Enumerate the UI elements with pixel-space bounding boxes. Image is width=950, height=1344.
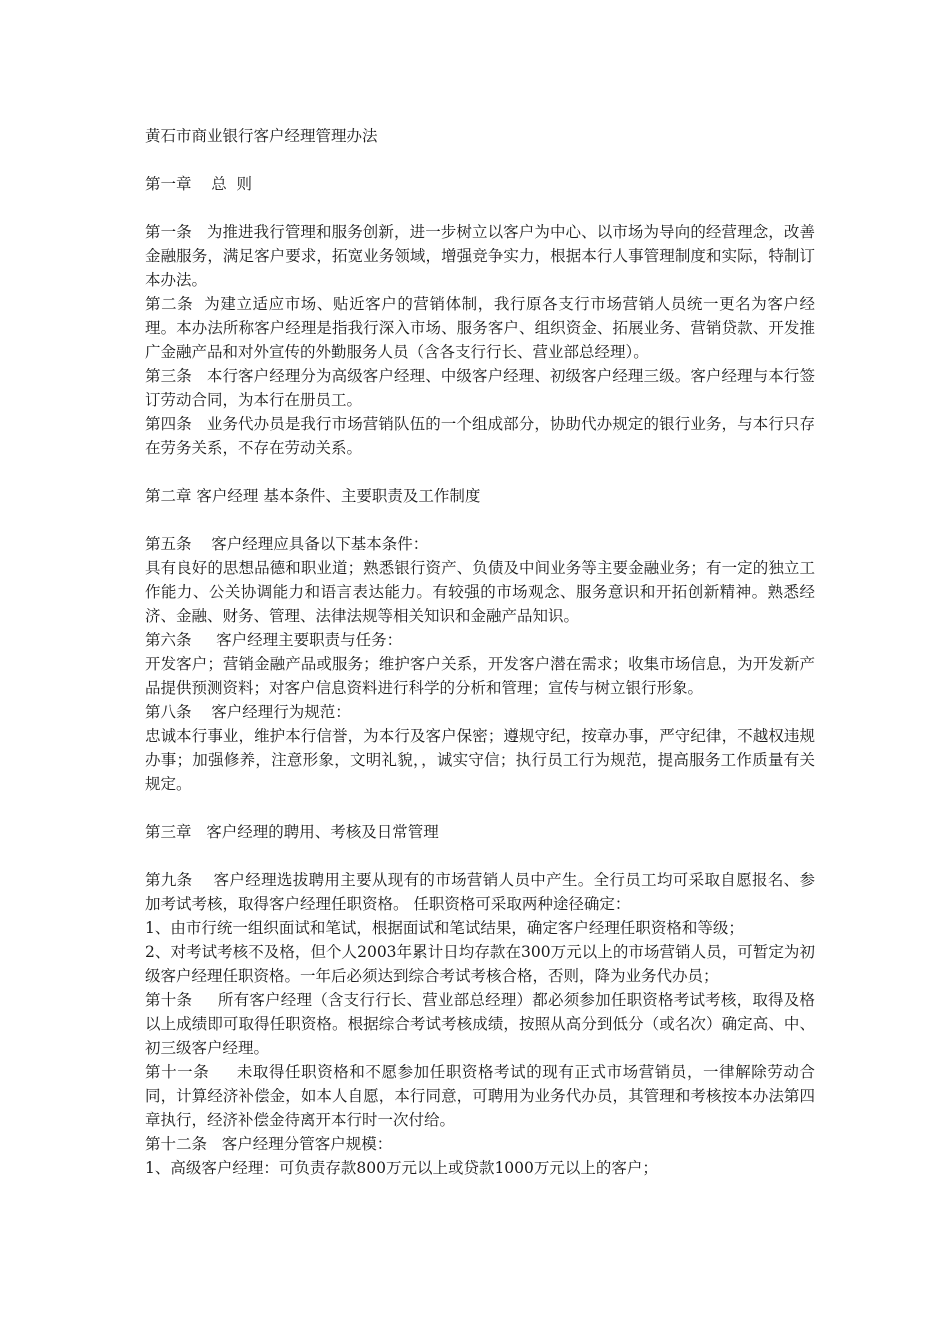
article-5: 第五条 客户经理应具备以下基本条件： bbox=[145, 535, 429, 553]
chapter-3-heading: 第三章 客户经理的聘用、考核及日常管理 bbox=[145, 823, 439, 841]
chapter-1-body bbox=[145, 220, 815, 460]
article-9-item-1: 1、由市行统一组织面试和笔试，根据面试和笔试结果，确定客户经理任职资格和等级； bbox=[145, 919, 744, 937]
document-title: 黄石市商业银行客户经理管理办法 bbox=[145, 127, 378, 145]
chapter-3-body bbox=[145, 868, 815, 1180]
article-6: 第六条 客户经理主要职责与任务： bbox=[145, 631, 403, 649]
chapter-1-heading: 第一章 总 则 bbox=[145, 175, 253, 193]
article-9-item-2: 2、对考试考核不及格，但个人2003年累计日均存款在300万元以上的市场营销人员，可暂定为初级客户经理任职资格。一年后必须达到综合考试考核合格，否则，降为业务代办员； bbox=[145, 943, 815, 985]
article-2: 第二条 为建立适应市场、贴近客户的营销体制，我行原各支行市场营销人员统一更名为客户经理。本办法所称客户经理是指我行深入市场、服务客户、组织资金、拓展业务、营销贷款、开发推广金融产品和对外宣传的外勤服务人员（含各支行行长、营业部总经理）。 bbox=[145, 295, 815, 361]
article-4: 第四条 业务代办员是我行市场营销队伍的一个组成部分，协助代办规定的银行业务，与本行只存在劳务关系，不存在劳动关系。 bbox=[145, 415, 815, 457]
document-page bbox=[145, 124, 815, 1180]
article-6-detail: 开发客户；营销金融产品或服务；维护客户关系，开发客户潜在需求；收集市场信息，为开发新产品提供预测资料；对客户信息资料进行科学的分析和管理；宣传与树立银行形象。 bbox=[145, 655, 815, 697]
article-11: 第十一条 未取得任职资格和不愿参加任职资格考试的现有正式市场营销员，一律解除劳动合同，计算经济补偿金，如本人自愿，本行同意，可聘用为业务代办员，其管理和考核按本办法第四章执行，经济补偿金待离开本行时一次付给。 bbox=[145, 1063, 815, 1129]
article-10: 第十条 所有客户经理（含支行行长、营业部总经理）都必须参加任职资格考试考核，取得及格以上成绩即可取得任职资格。根据综合考试考核成绩，按照从高分到低分（或名次）确定高、中、初三级客户经理。 bbox=[145, 991, 815, 1057]
article-5-detail: 具有良好的思想品德和职业道；熟悉银行资产、负债及中间业务等主要金融业务；有一定的独立工作能力、公关协调能力和语言表达能力。有较强的市场观念、服务意识和开拓创新精神。熟悉经济、金融、财务、管理、法律法规等相关知识和金融产品知识。 bbox=[145, 559, 815, 625]
chapter-2-heading: 第二章 客户经理 基本条件、主要职责及工作制度 bbox=[145, 487, 481, 505]
article-1: 第一条 为推进我行管理和服务创新，进一步树立以客户为中心、以市场为导向的经营理念，改善金融服务，满足客户要求，拓宽业务领域，增强竞争实力，根据本行人事管理制度和实际，特制订本办法。 bbox=[145, 223, 815, 289]
article-9: 第九条 客户经理选拔聘用主要从现有的市场营销人员中产生。全行员工均可采取自愿报名、参加考试考核，取得客户经理任职资格。 任职资格可采取两种途径确定： bbox=[145, 871, 815, 913]
article-12-item-1: 1、高级客户经理：可负责存款800万元以上或贷款1000万元以上的客户； bbox=[145, 1159, 658, 1177]
article-8-detail: 忠诚本行事业，维护本行信誉，为本行及客户保密；遵规守纪，按章办事，严守纪律，不越权违规办事；加强修养，注意形象，文明礼貌，，诚实守信；执行员工行为规范，提高服务工作质量有关规定。 bbox=[145, 727, 815, 793]
chapter-2-body bbox=[145, 532, 815, 796]
article-3: 第三条 本行客户经理分为高级客户经理、中级客户经理、初级客户经理三级。客户经理与本行签订劳动合同，为本行在册员工。 bbox=[145, 367, 815, 409]
article-12: 第十二条 客户经理分管客户规模： bbox=[145, 1135, 393, 1153]
article-8: 第八条 客户经理行为规范： bbox=[145, 703, 351, 721]
